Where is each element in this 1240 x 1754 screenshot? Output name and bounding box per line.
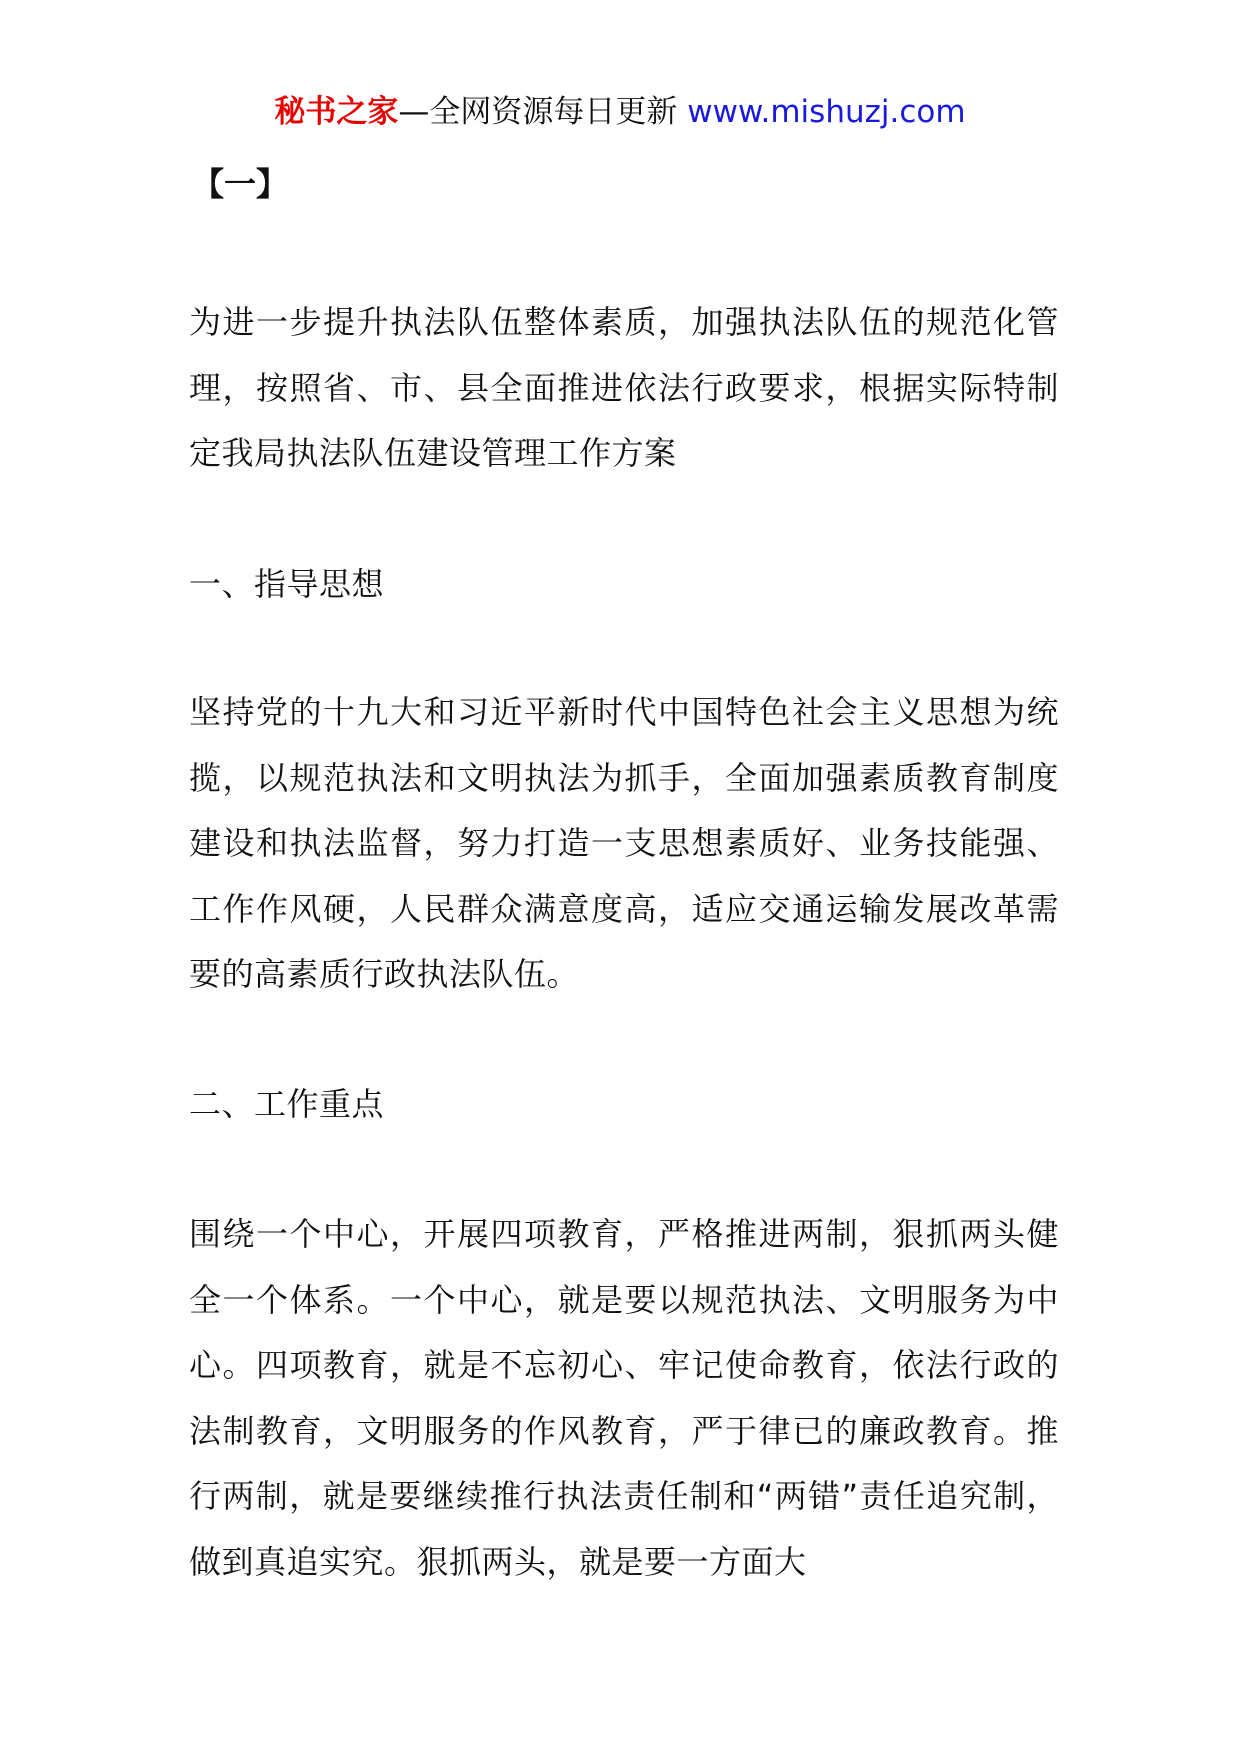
section-number: 【一】 [192,165,289,203]
section-heading-guiding-thought: 一、指导思想 [189,565,385,603]
page-header [0,92,1240,132]
section-body-work-focus: 围绕一个中心，开展四项教育，严格推进两制，狠抓两头健全一个体系。一个中心，就是要以规范执法、文明服务为中心。四项教育，就是不忘初心、牢记使命教育，依法行政的法制教育，文明服务的作风教育，严于律已的廉政教育。推行两制，就是要继续推行执法责任制和“两错”责任追究制，做到真追实究。狠抓两头，就是要一方面大 [189,1215,1059,1581]
section-heading-work-focus: 二、工作重点 [189,1085,385,1123]
header-tagline: —全网资源每日更新 [398,94,688,130]
intro-paragraph: 为进一步提升执法队伍整体素质，加强执法队伍的规范化管理，按照省、市、县全面推进依法行政要求，根据实际特制定我局执法队伍建设管理工作方案 [189,303,1059,472]
section-body-guiding-thought: 坚持党的十九大和习近平新时代中国特色社会主义思想为统揽，以规范执法和文明执法为抓手，全面加强素质教育制度建设和执法监督，努力打造一支思想素质好、业务技能强、工作作风硬，人民群众满意度高，适应交通运输发展改革需要的高素质行政执法队伍。 [189,693,1059,993]
brand-name: 秘书之家 [274,94,399,130]
site-url-link[interactable]: www.mishuzj.com [687,94,966,130]
